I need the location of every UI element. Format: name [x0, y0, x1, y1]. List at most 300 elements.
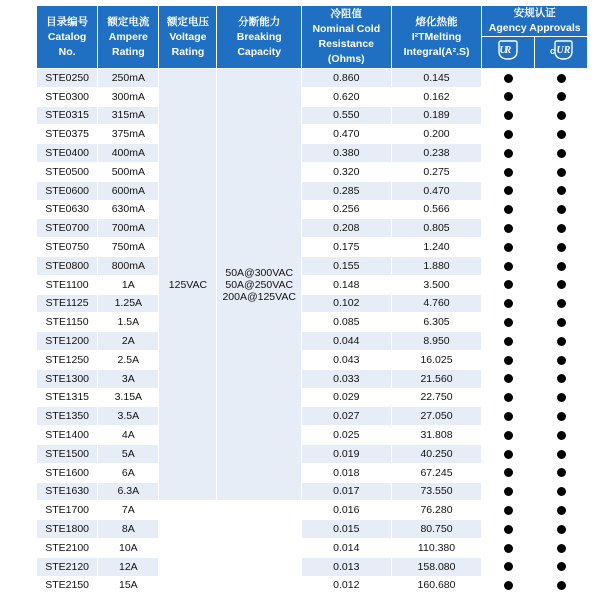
voltage-rating-empty: [159, 520, 217, 539]
approved-dot-icon: [557, 111, 566, 120]
resistance-cell: 0.550: [301, 106, 391, 125]
approved-dot-icon: [557, 74, 566, 83]
header-resistance-en2: Resistance: [318, 38, 374, 50]
catalog-cell: STE0700: [37, 219, 98, 238]
approved-dot-icon: [557, 299, 566, 308]
resistance-cell: 0.043: [301, 350, 391, 369]
cul-approval-cell: [535, 87, 588, 106]
catalog-cell: STE1400: [37, 426, 98, 445]
melting-integral-cell: 0.566: [391, 200, 482, 219]
melting-integral-cell: 73.550: [391, 482, 482, 501]
cul-approval-cell: [535, 463, 588, 482]
melting-integral-cell: 16.025: [391, 350, 482, 369]
melting-integral-cell: 27.050: [391, 407, 482, 426]
resistance-cell: 0.320: [301, 162, 391, 181]
cul-approval-cell: [535, 181, 588, 200]
ul-approval-cell: [482, 520, 535, 539]
ul-approval-cell: [482, 200, 535, 219]
melting-integral-cell: 0.145: [391, 69, 482, 88]
header-voltage: [159, 6, 217, 69]
svg-text:R: R: [504, 45, 512, 56]
approved-dot-icon: [557, 562, 566, 571]
table-row: [37, 125, 588, 144]
resistance-cell: 0.085: [301, 313, 391, 332]
table-row: [37, 557, 588, 576]
cul-approval-cell: [535, 576, 588, 595]
breaking-capacity-cell: [217, 69, 301, 501]
ampere-cell: 3.15A: [98, 388, 159, 407]
header-voltage-en2: Rating: [171, 45, 205, 58]
ampere-cell: 3A: [98, 369, 159, 388]
resistance-cell: 0.017: [301, 482, 391, 501]
melting-integral-cell: 67.245: [391, 463, 482, 482]
ampere-cell: 375mA: [98, 125, 159, 144]
approved-dot-icon: [504, 393, 513, 402]
header-voltage-cn: 额定电压: [166, 15, 209, 28]
approved-dot-icon: [504, 337, 513, 346]
ul-approval-cell: [482, 256, 535, 275]
voltage-rating-empty: [159, 538, 217, 557]
resistance-cell: 0.029: [301, 388, 391, 407]
cul-approval-cell: [535, 482, 588, 501]
resistance-cell: 0.155: [301, 256, 391, 275]
approved-dot-icon: [504, 299, 513, 308]
ul-approval-cell: [482, 106, 535, 125]
cul-approval-cell: [535, 313, 588, 332]
approved-dot-icon: [504, 356, 513, 365]
approved-dot-icon: [504, 262, 513, 271]
table-row: [37, 463, 588, 482]
approved-dot-icon: [557, 356, 566, 365]
header-breaking-en1: Breaking: [236, 30, 282, 43]
ul-mark-icon: [497, 40, 519, 65]
ul-approval-cell: [482, 444, 535, 463]
table-row: [37, 162, 588, 181]
header-ampere: [98, 6, 159, 69]
ul-approval-cell: [482, 463, 535, 482]
cul-approval-cell: [535, 557, 588, 576]
melting-integral-cell: 1.240: [391, 238, 482, 257]
header-agency-en1: Agency Approvals: [488, 22, 581, 34]
ul-approval-cell: [482, 369, 535, 388]
melting-integral-cell: 21.560: [391, 369, 482, 388]
melting-integral-cell: 160.680: [391, 576, 482, 595]
header-voltage-en1: Voltage: [169, 30, 207, 43]
ul-approval-cell: [482, 181, 535, 200]
ul-approval-cell: [482, 219, 535, 238]
resistance-cell: 0.208: [301, 219, 391, 238]
header-ampere-en1: Ampere: [108, 30, 148, 43]
catalog-cell: STE1630: [37, 482, 98, 501]
svg-text:c: c: [550, 46, 556, 56]
table-row: [37, 256, 588, 275]
ampere-cell: 5A: [98, 444, 159, 463]
cul-approval-cell: [535, 238, 588, 257]
resistance-cell: 0.620: [301, 87, 391, 106]
ampere-cell: 15A: [98, 576, 159, 595]
table-row: [37, 219, 588, 238]
header-breaking: [217, 6, 301, 69]
cul-approval-cell: [535, 69, 588, 88]
melting-integral-cell: 0.470: [391, 181, 482, 200]
catalog-cell: STE0500: [37, 162, 98, 181]
melting-integral-cell: 0.275: [391, 162, 482, 181]
table-row: [37, 181, 588, 200]
ampere-cell: 2.5A: [98, 350, 159, 369]
header-agency-ul: [482, 37, 535, 69]
resistance-cell: 0.033: [301, 369, 391, 388]
table-row: [37, 426, 588, 445]
cul-approval-cell: [535, 106, 588, 125]
approved-dot-icon: [504, 581, 513, 590]
breaking-capacity-line: 200A@125VAC: [222, 290, 296, 303]
ul-approval-cell: [482, 125, 535, 144]
catalog-cell: STE1250: [37, 350, 98, 369]
ampere-cell: 8A: [98, 520, 159, 539]
ampere-cell: 500mA: [98, 162, 159, 181]
ampere-cell: 250mA: [98, 69, 159, 88]
header-agency-cn: 安规认证: [513, 7, 556, 19]
resistance-cell: 0.027: [301, 407, 391, 426]
ul-approval-cell: [482, 538, 535, 557]
voltage-rating-empty: [159, 557, 217, 576]
cul-approval-cell: [535, 256, 588, 275]
table-row: [37, 388, 588, 407]
approved-dot-icon: [557, 581, 566, 590]
approved-dot-icon: [557, 487, 566, 496]
catalog-cell: STE1800: [37, 520, 98, 539]
breaking-capacity-empty: [217, 501, 301, 520]
ul-approval-cell: [482, 294, 535, 313]
resistance-cell: 0.044: [301, 332, 391, 351]
approved-dot-icon: [504, 562, 513, 571]
catalog-cell: STE1600: [37, 463, 98, 482]
approved-dot-icon: [504, 506, 513, 515]
header-ampere-cn: 额定电流: [107, 15, 150, 28]
approved-dot-icon: [557, 412, 566, 421]
approved-dot-icon: [557, 243, 566, 252]
table-row: [37, 350, 588, 369]
ul-approval-cell: [482, 482, 535, 501]
ampere-cell: 2A: [98, 332, 159, 351]
catalog-cell: STE1125: [37, 294, 98, 313]
cul-approval-cell: [535, 369, 588, 388]
melting-integral-cell: 6.305: [391, 313, 482, 332]
resistance-cell: 0.012: [301, 576, 391, 595]
catalog-cell: STE0400: [37, 144, 98, 163]
resistance-cell: 0.018: [301, 463, 391, 482]
melting-integral-cell: 0.238: [391, 144, 482, 163]
header-melting-en2: Integral(A².S): [403, 45, 470, 58]
cul-approval-cell: [535, 200, 588, 219]
melting-integral-cell: 31.808: [391, 426, 482, 445]
table-row: [37, 576, 588, 595]
cul-mark-icon: [548, 40, 574, 65]
ul-approval-cell: [482, 576, 535, 595]
cul-approval-cell: [535, 144, 588, 163]
table-row: [37, 501, 588, 520]
ul-approval-cell: [482, 332, 535, 351]
header-catalog-cn: 目录编号: [46, 15, 89, 28]
ampere-cell: 315mA: [98, 106, 159, 125]
table-row: [37, 200, 588, 219]
ampere-cell: 300mA: [98, 87, 159, 106]
header-ampere-en2: Rating: [111, 45, 145, 58]
table-row: [37, 294, 588, 313]
resistance-cell: 0.025: [301, 426, 391, 445]
approved-dot-icon: [557, 130, 566, 139]
ul-approval-cell: [482, 144, 535, 163]
approved-dot-icon: [557, 224, 566, 233]
cul-approval-cell: [535, 162, 588, 181]
ampere-cell: 400mA: [98, 144, 159, 163]
approved-dot-icon: [504, 318, 513, 327]
melting-integral-cell: 4.760: [391, 294, 482, 313]
table-row: [37, 313, 588, 332]
approved-dot-icon: [557, 431, 566, 440]
melting-integral-cell: 8.950: [391, 332, 482, 351]
ampere-cell: 750mA: [98, 238, 159, 257]
table-row: [37, 369, 588, 388]
catalog-cell: STE0375: [37, 125, 98, 144]
cul-approval-cell: [535, 538, 588, 557]
approved-dot-icon: [504, 431, 513, 440]
ampere-cell: 10A: [98, 538, 159, 557]
fuse-spec-table-wrapper: [36, 5, 588, 595]
approved-dot-icon: [557, 280, 566, 289]
breaking-capacity-empty: [217, 557, 301, 576]
svg-text:U: U: [499, 45, 507, 56]
approved-dot-icon: [504, 487, 513, 496]
melting-integral-cell: 0.200: [391, 125, 482, 144]
approved-dot-icon: [557, 186, 566, 195]
header-catalog-en2: No.: [58, 45, 76, 58]
header-melting: [391, 6, 482, 69]
ul-approval-cell: [482, 275, 535, 294]
melting-integral-cell: 1.880: [391, 256, 482, 275]
header-melting-cn: 熔化热能: [415, 15, 458, 28]
approved-dot-icon: [557, 92, 566, 101]
catalog-cell: STE1700: [37, 501, 98, 520]
catalog-cell: STE1150: [37, 313, 98, 332]
cul-approval-cell: [535, 501, 588, 520]
cul-approval-cell: [535, 388, 588, 407]
approved-dot-icon: [504, 130, 513, 139]
melting-integral-cell: 76.280: [391, 501, 482, 520]
catalog-cell: STE0600: [37, 181, 98, 200]
melting-integral-cell: 40.250: [391, 444, 482, 463]
approved-dot-icon: [504, 111, 513, 120]
approved-dot-icon: [504, 374, 513, 383]
table-row: [37, 87, 588, 106]
catalog-cell: STE0300: [37, 87, 98, 106]
ul-approval-cell: [482, 557, 535, 576]
approved-dot-icon: [504, 168, 513, 177]
ampere-cell: 600mA: [98, 181, 159, 200]
table-row: [37, 407, 588, 426]
resistance-cell: 0.380: [301, 144, 391, 163]
header-resistance-cn: 冷阻值: [330, 8, 363, 20]
header-agency: [482, 6, 588, 37]
ampere-cell: 7A: [98, 501, 159, 520]
approved-dot-icon: [557, 544, 566, 553]
approved-dot-icon: [504, 243, 513, 252]
approved-dot-icon: [504, 544, 513, 553]
ampere-cell: 3.5A: [98, 407, 159, 426]
voltage-rating-empty: [159, 501, 217, 520]
cul-approval-cell: [535, 219, 588, 238]
header-resistance-en1: Nominal Cold: [312, 23, 381, 35]
ampere-cell: 1A: [98, 275, 159, 294]
table-row: [37, 332, 588, 351]
header-resistance-en3: (Ohms): [327, 53, 365, 65]
voltage-rating-cell: 125VAC: [159, 69, 217, 501]
melting-integral-cell: 0.162: [391, 87, 482, 106]
ul-approval-cell: [482, 426, 535, 445]
approved-dot-icon: [504, 74, 513, 83]
catalog-cell: STE0800: [37, 256, 98, 275]
resistance-cell: 0.016: [301, 501, 391, 520]
approved-dot-icon: [557, 149, 566, 158]
cul-approval-cell: [535, 444, 588, 463]
breaking-capacity-empty: [217, 576, 301, 595]
catalog-cell: STE0315: [37, 106, 98, 125]
ul-approval-cell: [482, 69, 535, 88]
approved-dot-icon: [557, 450, 566, 459]
approved-dot-icon: [557, 374, 566, 383]
melting-integral-cell: 80.750: [391, 520, 482, 539]
melting-integral-cell: 3.500: [391, 275, 482, 294]
breaking-capacity-empty: [217, 538, 301, 557]
ampere-cell: 1.5A: [98, 313, 159, 332]
melting-integral-cell: 0.189: [391, 106, 482, 125]
melting-integral-cell: 158.080: [391, 557, 482, 576]
approved-dot-icon: [504, 205, 513, 214]
cul-approval-cell: [535, 426, 588, 445]
catalog-cell: STE1350: [37, 407, 98, 426]
approved-dot-icon: [504, 468, 513, 477]
catalog-cell: STE0630: [37, 200, 98, 219]
resistance-cell: 0.860: [301, 69, 391, 88]
approved-dot-icon: [504, 412, 513, 421]
ul-approval-cell: [482, 162, 535, 181]
cul-approval-cell: [535, 294, 588, 313]
table-row: [37, 538, 588, 557]
table-row: [37, 520, 588, 539]
resistance-cell: 0.470: [301, 125, 391, 144]
approved-dot-icon: [504, 149, 513, 158]
approved-dot-icon: [557, 468, 566, 477]
catalog-cell: STE1315: [37, 388, 98, 407]
resistance-cell: 0.015: [301, 520, 391, 539]
header-melting-en1: I²TMelting: [411, 30, 462, 43]
catalog-cell: STE1300: [37, 369, 98, 388]
approved-dot-icon: [504, 186, 513, 195]
approved-dot-icon: [557, 262, 566, 271]
table-row: [37, 106, 588, 125]
ampere-cell: 6A: [98, 463, 159, 482]
approved-dot-icon: [557, 393, 566, 402]
approved-dot-icon: [557, 318, 566, 327]
breaking-capacity-empty: [217, 520, 301, 539]
header-breaking-en2: Capacity: [237, 45, 282, 58]
melting-integral-cell: 22.750: [391, 388, 482, 407]
approved-dot-icon: [504, 280, 513, 289]
ul-approval-cell: [482, 238, 535, 257]
table-row: [37, 275, 588, 294]
ampere-cell: 1.25A: [98, 294, 159, 313]
cul-approval-cell: [535, 125, 588, 144]
table-row: [37, 69, 588, 88]
ampere-cell: 4A: [98, 426, 159, 445]
approved-dot-icon: [504, 525, 513, 534]
ul-approval-cell: [482, 388, 535, 407]
ul-approval-cell: [482, 313, 535, 332]
cul-approval-cell: [535, 520, 588, 539]
catalog-cell: STE2150: [37, 576, 98, 595]
resistance-cell: 0.102: [301, 294, 391, 313]
approved-dot-icon: [557, 337, 566, 346]
catalog-cell: STE1500: [37, 444, 98, 463]
header-agency-cul: [535, 37, 588, 69]
ul-approval-cell: [482, 87, 535, 106]
resistance-cell: 0.019: [301, 444, 391, 463]
approved-dot-icon: [557, 168, 566, 177]
approved-dot-icon: [557, 205, 566, 214]
header-catalog: [37, 6, 98, 69]
header-catalog-en1: Catalog: [47, 30, 87, 43]
approved-dot-icon: [557, 525, 566, 534]
ampere-cell: 6.3A: [98, 482, 159, 501]
fuse-spec-table: [36, 5, 588, 595]
table-row: [37, 238, 588, 257]
table-row: [37, 444, 588, 463]
ampere-cell: 700mA: [98, 219, 159, 238]
ul-approval-cell: [482, 501, 535, 520]
ampere-cell: 630mA: [98, 200, 159, 219]
ampere-cell: 800mA: [98, 256, 159, 275]
ampere-cell: 12A: [98, 557, 159, 576]
approved-dot-icon: [504, 92, 513, 101]
approved-dot-icon: [557, 506, 566, 515]
cul-approval-cell: [535, 275, 588, 294]
cul-approval-cell: [535, 407, 588, 426]
resistance-cell: 0.148: [301, 275, 391, 294]
approved-dot-icon: [504, 224, 513, 233]
breaking-capacity-line: 50A@300VAC: [225, 266, 294, 279]
svg-text:UR: UR: [556, 45, 571, 56]
catalog-cell: STE0750: [37, 238, 98, 257]
catalog-cell: STE2100: [37, 538, 98, 557]
resistance-cell: 0.175: [301, 238, 391, 257]
cul-approval-cell: [535, 350, 588, 369]
header-breaking-cn: 分断能力: [238, 15, 281, 28]
resistance-cell: 0.014: [301, 538, 391, 557]
catalog-cell: STE1200: [37, 332, 98, 351]
melting-integral-cell: 110.380: [391, 538, 482, 557]
catalog-cell: STE1100: [37, 275, 98, 294]
ul-approval-cell: [482, 350, 535, 369]
ul-approval-cell: [482, 407, 535, 426]
resistance-cell: 0.013: [301, 557, 391, 576]
cul-approval-cell: [535, 332, 588, 351]
header-resistance: [301, 6, 391, 69]
resistance-cell: 0.256: [301, 200, 391, 219]
table-row: [37, 144, 588, 163]
breaking-capacity-line: 50A@250VAC: [225, 278, 294, 291]
catalog-cell: STE2120: [37, 557, 98, 576]
table-row: [37, 482, 588, 501]
